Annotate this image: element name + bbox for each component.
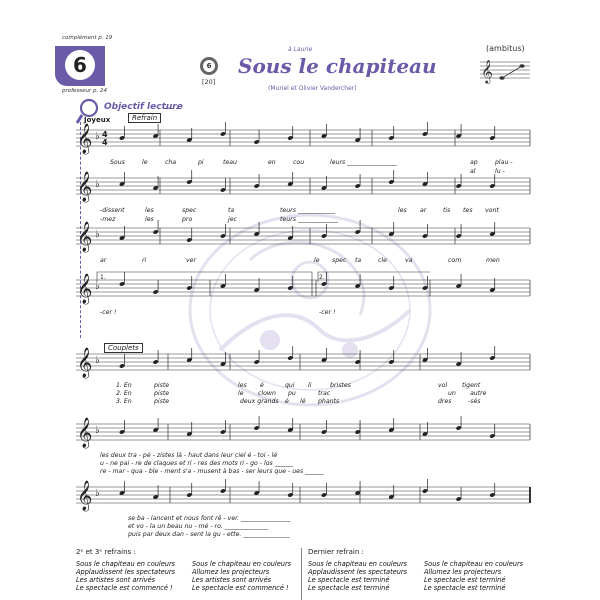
note-head: [489, 287, 495, 292]
key-flat: ♭: [95, 229, 100, 240]
note-head: [220, 131, 226, 136]
note-head: [119, 281, 125, 286]
key-flat: ♭: [95, 355, 100, 366]
note-head: [153, 494, 159, 499]
key-flat: ♭: [95, 179, 100, 190]
refrain-col-3: Sous le chapiteau en couleurs Applaudissent les spectateurs Le spectacle est terminé Le spectacle est terminé: [308, 560, 408, 592]
note-head: [254, 425, 260, 430]
note-head: [321, 429, 327, 434]
refrains-heading-right: Dernier refrain :: [308, 548, 364, 556]
refrain-col-4: Sous le chapiteau en couleurs Allumez les projecteurs Le spectacle est terminé Le spectacle est terminé: [424, 560, 524, 592]
note-head: [220, 187, 226, 192]
lesson-number: 6: [65, 50, 95, 80]
volta-1: 1.: [100, 274, 106, 281]
note-head: [153, 185, 159, 190]
note-head: [153, 289, 159, 294]
note-head: [456, 496, 462, 501]
time-sig-bottom: 4: [102, 138, 108, 147]
note-head: [254, 139, 260, 144]
authors: (Muriel et Olivier Vandercher): [268, 85, 357, 92]
key-flat: ♭: [95, 488, 100, 499]
note-head: [422, 431, 428, 436]
note-head: [388, 494, 394, 499]
volta-2: 2.: [319, 274, 325, 281]
key-flat: ♭: [95, 425, 100, 436]
page-title: Sous le chapiteau: [238, 54, 437, 78]
note-head: [220, 429, 226, 434]
refrains-divider: [301, 548, 302, 600]
note-head: [456, 183, 462, 188]
refrain-label: Refrain: [128, 113, 161, 123]
note-head: [422, 131, 428, 136]
note-head: [186, 137, 192, 142]
note-head: [388, 427, 394, 432]
note-head: [355, 429, 361, 434]
note-head: [119, 135, 125, 140]
note-head: [422, 181, 428, 186]
refrain-col-1: Sous le chapiteau en couleurs Applaudissent les spectateurs Les artistes sont arrivés Le spectacle est commencé !: [76, 560, 176, 592]
note-head: [489, 492, 495, 497]
note-head: [119, 490, 125, 495]
note-head: [186, 431, 192, 436]
ambitus-label: (ambitus): [486, 44, 525, 53]
note-head: [287, 427, 293, 432]
objectif-bracket: [80, 122, 83, 338]
treble-clef: 𝄞: [77, 222, 93, 252]
note-head: [153, 229, 159, 234]
note-head: [153, 427, 159, 432]
refrains-heading-left: 2ᵉ et 3ᵉ refrains :: [76, 548, 136, 556]
note-head: [321, 185, 327, 190]
note-head: [287, 492, 293, 497]
key-flat: ♭: [95, 131, 100, 142]
note-head: [119, 363, 125, 368]
note-head: [254, 490, 260, 495]
treble-clef: 𝄞: [77, 274, 93, 304]
treble-clef: 𝄞: [77, 348, 93, 378]
time-sig-top: 4: [102, 130, 108, 139]
objectif-underline: [165, 108, 179, 109]
note-head: [489, 135, 495, 140]
ref-professeur: professeur p. 24: [62, 88, 108, 94]
note-head: [153, 359, 159, 364]
note-head: [355, 137, 361, 142]
ambitus-staff: [480, 56, 530, 84]
note-head: [388, 135, 394, 140]
lesson-badge: [55, 46, 105, 86]
refrain-col-2: Sous le chapiteau en couleurs Allumez les projecteurs Les artistes sont arrivés Le spectacle est commencé !: [192, 560, 292, 592]
svg-text:𝄞: 𝄞: [481, 59, 493, 83]
note-head: [489, 433, 495, 438]
note-head: [489, 355, 495, 360]
note-head: [456, 425, 462, 430]
note-head: [321, 133, 327, 138]
note-head: [456, 133, 462, 138]
note-head: [119, 429, 125, 434]
note-head: [489, 183, 495, 188]
lyrics-line-4: -cer ! -cer !: [100, 309, 336, 316]
note-head: [254, 183, 260, 188]
cd-track-icon[interactable]: 6: [200, 57, 218, 75]
treble-clef: 𝄞: [77, 481, 93, 511]
note-head: [153, 133, 159, 138]
note-head: [119, 235, 125, 240]
note-head: [355, 183, 361, 188]
note-head: [287, 181, 293, 186]
lyrics-verses-2: les deux tra - pé - zistes là - haut dans leur ciel é - toi - lé u - ne pai - re de claques et ri - res des mots ri - go - los ______ re - mar - qua - ble - ment s'a - musent à bas - ser leurs que - ues ______: [100, 452, 324, 475]
objectif-lecture-label: Objectif lecture: [104, 102, 183, 112]
lyrics-verses-1: 1. En piste les é qui li bristes vol tigent 2. En piste le clown pu trac un autre 3. En piste deux grands é lé phants dres -sés: [116, 382, 487, 405]
tempo-marking: Joyeux: [84, 116, 111, 124]
note-head: [119, 181, 125, 186]
key-flat: ♭: [95, 281, 100, 292]
note-head: [489, 231, 495, 236]
track-number: [20]: [202, 78, 216, 86]
treble-clef: 𝄞: [77, 172, 93, 202]
note-head: [186, 492, 192, 497]
note-head: [220, 488, 226, 493]
note-head: [321, 492, 327, 497]
lyrics-line-2: -dissent les spec ta teurs ____________ les ar tis tes vont -mez les pro jec teurs _____________: [100, 207, 499, 223]
treble-clef: 𝄞: [77, 124, 93, 154]
lyrics-line-3: ar ri ver le spec ta cle va com men: [100, 257, 500, 264]
note-head: [355, 490, 361, 495]
couplets-label: Couplets: [104, 343, 143, 353]
dedication: à Laurie: [288, 46, 313, 53]
ref-complement: complément p. 19: [62, 35, 113, 41]
treble-clef: 𝄞: [77, 418, 93, 448]
note-head: [422, 488, 428, 493]
lyrics-verses-3: se ba - lancent et nous font rê - ver. ________________ et vo - la un beau nu - mé - ro. ______________ puis par deux dan - sent la gu - ette. _______________: [128, 515, 291, 538]
note-head: [287, 135, 293, 140]
lyrics-line-1: Sous le cha pi teau en cou leurs ________________ ap plau - al lu -: [110, 159, 513, 175]
